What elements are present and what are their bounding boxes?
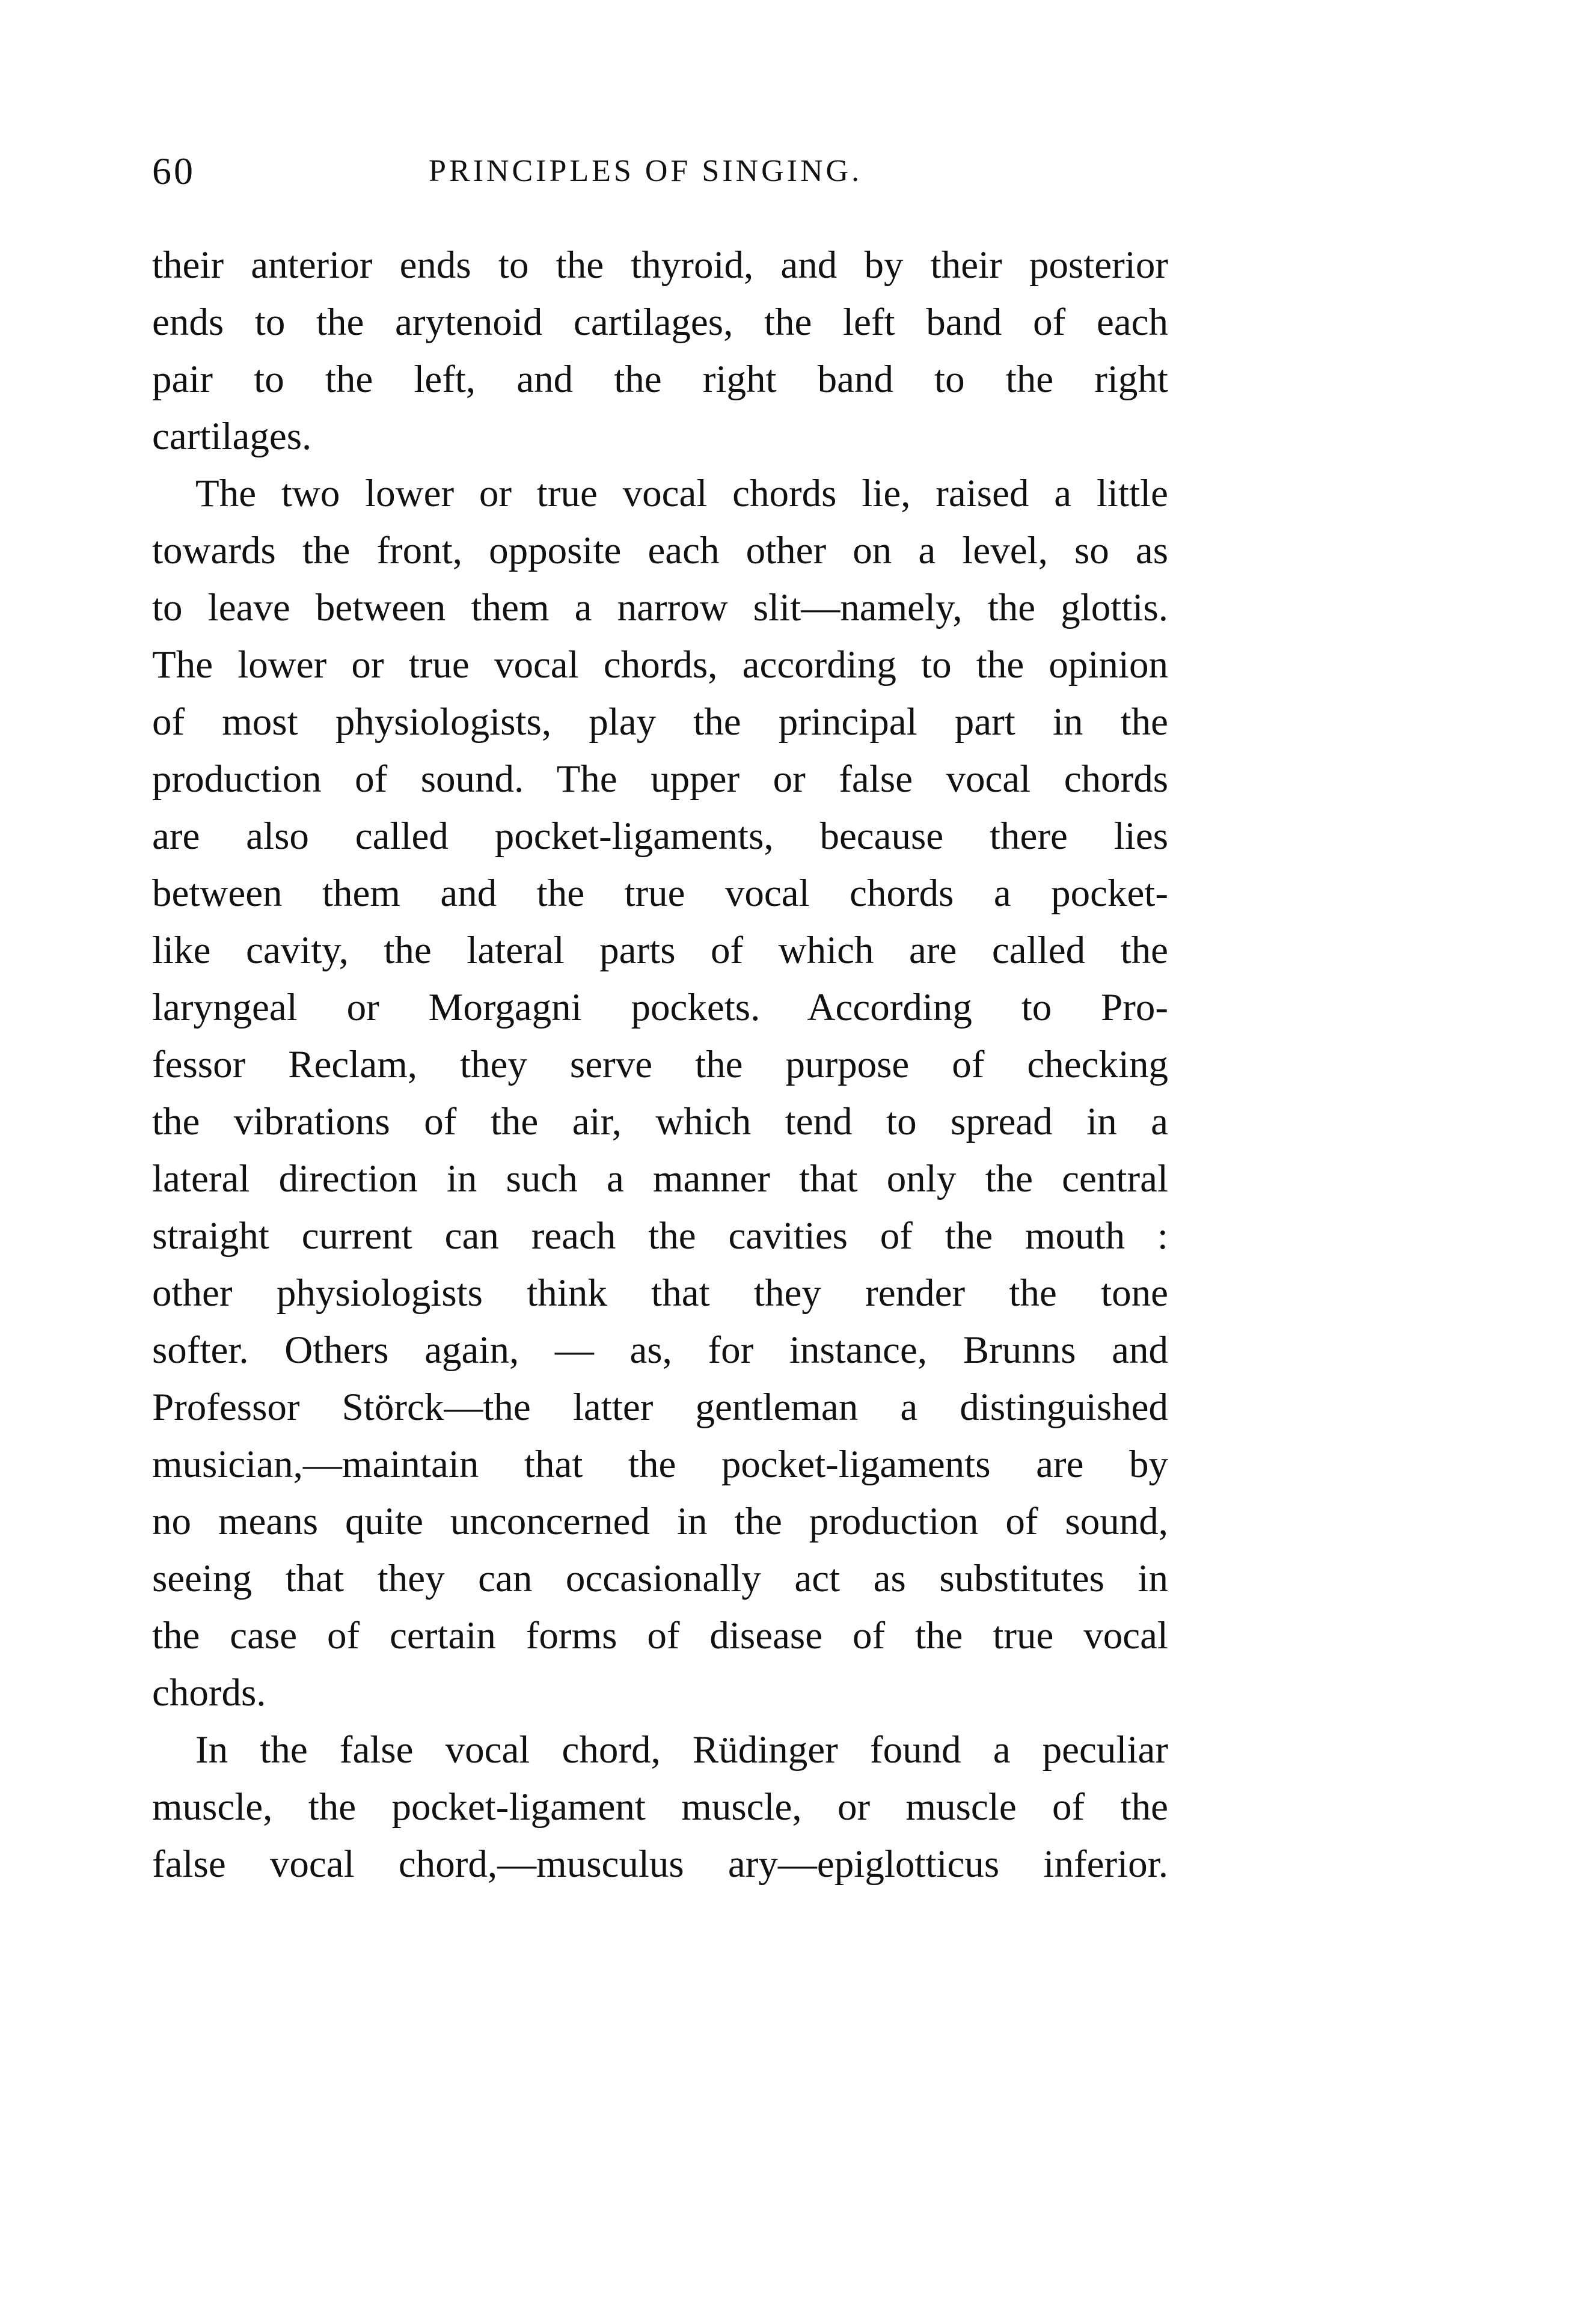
text-line: In the false vocal chord, Rüdinger found a peculiar: [195, 1728, 1168, 1772]
text-line: fessor Reclam, they serve the purpose of checking: [152, 1043, 1168, 1086]
text-line: seeing that they can occasionally act as substitutes in: [152, 1557, 1168, 1600]
text-line: false vocal chord,—musculus ary—epiglotticus inferior.: [152, 1842, 1168, 1886]
text-line: towards the front, opposite each other on a level, so as: [152, 529, 1168, 572]
text-line: chords.: [152, 1671, 266, 1714]
running-title: PRINCIPLES OF SINGING.: [429, 154, 863, 188]
text-line: muscle, the pocket-ligament muscle, or muscle of the: [152, 1785, 1168, 1829]
text-line: pair to the left, and the right band to the right: [152, 358, 1168, 401]
text-line: to leave between them a narrow slit—namely, the glottis.: [152, 586, 1168, 629]
text-line: musician,—maintain that the pocket-ligaments are by: [152, 1443, 1168, 1486]
page-header: [152, 144, 1168, 198]
text-line: the case of certain forms of disease of the true vocal: [152, 1614, 1168, 1657]
text-line: of most physiologists, play the principal part in the: [152, 700, 1168, 744]
text-line: lateral direction in such a manner that only the central: [152, 1157, 1168, 1200]
text-line: are also called pocket-ligaments, because there lies: [152, 815, 1168, 858]
text-line: Professor Störck—the latter gentleman a distinguished: [152, 1386, 1168, 1429]
text-line: other physiologists think that they render the tone: [152, 1271, 1168, 1315]
text-line: between them and the true vocal chords a pocket-: [152, 872, 1168, 915]
text-line: their anterior ends to the thyroid, and by their posterior: [152, 243, 1168, 287]
text-line: straight current can reach the cavities of the mouth :: [152, 1214, 1168, 1258]
text-line: production of sound. The upper or false vocal chords: [152, 757, 1168, 801]
text-line: the vibrations of the air, which tend to spread in a: [152, 1100, 1168, 1143]
text-line: no means quite unconcerned in the production of sound,: [152, 1500, 1168, 1543]
text-line: ends to the arytenoid cartilages, the left band of each: [152, 301, 1168, 344]
page-number: 60: [152, 150, 195, 192]
text-line: The lower or true vocal chords, according to the opinion: [152, 643, 1168, 686]
text-line: The two lower or true vocal chords lie, raised a little: [195, 472, 1168, 515]
body-text: [152, 237, 1168, 1893]
text-line: softer. Others again, — as, for instance, Brunns and: [152, 1329, 1168, 1372]
text-line: like cavity, the lateral parts of which are called the: [152, 929, 1168, 972]
text-line: laryngeal or Morgagni pockets. According to Pro-: [152, 986, 1168, 1029]
text-line: cartilages.: [152, 415, 312, 458]
